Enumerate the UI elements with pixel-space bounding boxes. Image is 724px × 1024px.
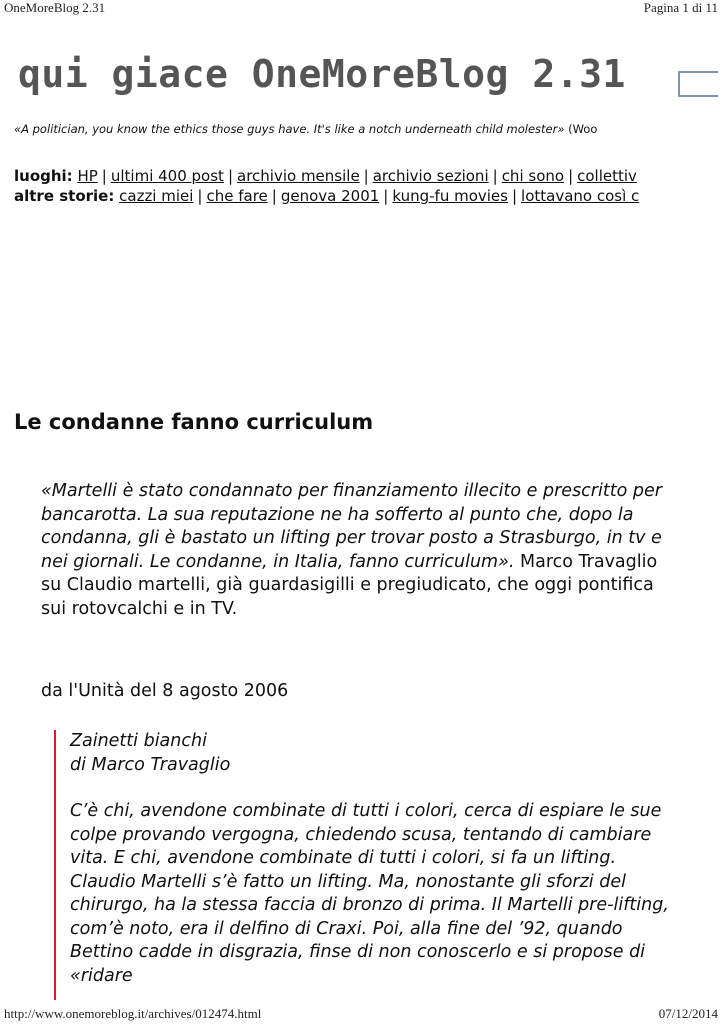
intro-quote: «Martelli è stato condannato per finanziamento illecito e prescritto per bancarotta. La sua reputazione ne ha sofferto al punto che, dopo la condanna, gli è bastato un lifting per trovar posto a Strasburgo, in tv e nei giornali. Le condanne, in Italia, fanno curriculum». [41, 481, 662, 572]
nav-link-personal[interactable]: cazzi miei [119, 187, 194, 205]
post-title: Le condanne fanno curriculum [14, 410, 374, 434]
nav-link-they-fought[interactable]: lottavano così c [521, 187, 640, 205]
article-blockquote [54, 730, 674, 1000]
tagline-quote: «A politician, you know the ethics those guys have. It's like a notch underneath child molester» [14, 122, 565, 136]
print-header [0, 0, 724, 16]
nav-link-genova-2001[interactable]: genova 2001 [280, 187, 380, 205]
nav-link-monthly-archive[interactable]: archivio mensile [237, 167, 360, 185]
nav-link-hp[interactable]: HP [77, 167, 98, 185]
print-footer [0, 1006, 724, 1022]
stories-label: altre storie: [14, 187, 115, 205]
places-label: luoghi: [14, 167, 73, 185]
print-footer-url: http://www.onemoreblog.it/archives/012474.html [4, 1006, 262, 1021]
nav-link-about[interactable]: chi sono [501, 167, 565, 185]
blog-title[interactable]: qui giace OneMoreBlog 2.31 [18, 52, 626, 96]
stories-nav: altre storie: cazzi miei | che fare | genova 2001 | kung-fu movies | lottavano così c [14, 187, 640, 205]
places-nav: luoghi: HP | ultimi 400 post | archivio mensile | archivio sezioni | chi sono | collettiv [14, 167, 637, 185]
post-intro [41, 480, 681, 621]
intro-text: Marco Travaglio su Claudio martelli, già guardasigilli e pregiudicato, che oggi pontifica sui rotovcalchi e in TV. [41, 551, 658, 619]
print-header-title: OneMoreBlog 2.31 [4, 0, 106, 15]
article-author: di Marco Travaglio [70, 754, 231, 775]
search-box[interactable] [678, 71, 718, 97]
article-title: Zainetti bianchi [70, 731, 207, 751]
nav-link-kung-fu-movies[interactable]: kung-fu movies [392, 187, 508, 205]
article-body: C’è chi, avendone combinate di tutti i colori, cerca di espiare le sue colpe provando vergogna, chiedendo scusa, tentando di cambiare vita. E chi, avendone combinate di tutti i colori, si fa un lifting. Claudio Martelli s’è fatto un lifting. Ma, nonostante gli sforzi del chirurgo, ha la stessa faccia di bronzo di prima. Il Martelli pre-lifting, com’è noto, era il delfino di Craxi. Poi, alla fine del ’92, quando Bettino cadde in disgrazia, finse di non conoscerlo e si propose di «ridare [70, 801, 669, 986]
nav-link-latest-posts[interactable]: ultimi 400 post [110, 167, 224, 185]
post-source: da l'Unità del 8 agosto 2006 [41, 681, 289, 701]
print-footer-date: 07/12/2014 [658, 1006, 718, 1021]
print-header-page: Pagina 1 di 11 [643, 0, 718, 15]
blog-tagline [14, 122, 714, 136]
nav-link-collective[interactable]: collettiv [577, 167, 637, 185]
nav-link-section-archive[interactable]: archivio sezioni [372, 167, 489, 185]
tagline-attribution: (Woo [568, 122, 598, 136]
nav-link-what-to-do[interactable]: che fare [206, 187, 268, 205]
